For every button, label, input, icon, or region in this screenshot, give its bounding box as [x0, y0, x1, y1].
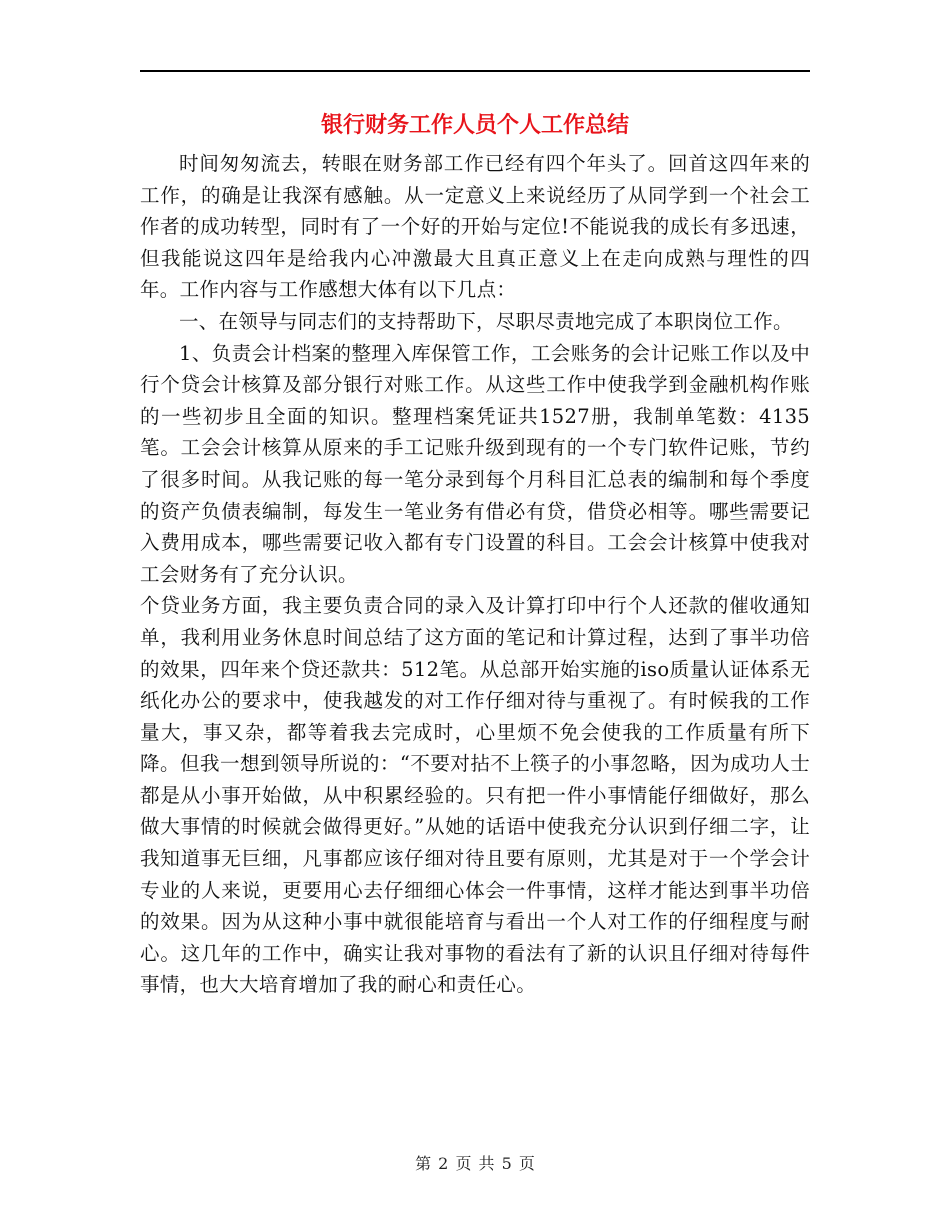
paragraph-loans: 个贷业务方面，我主要负责合同的录入及计算打印中行个人还款的催收通知单，我利用业务休息时间总结了这方面的笔记和计算过程，达到了事半功倍的效果，四年来个贷还款共：512笔。从总部开始实施的iso质量认证体系无纸化办公的要求中，使我越发的对工作仔细对待与重视了。有时候我的工作量大，事又杂，都等着我去完成时，心里烦不免会使我的工作质量有所下降。但我一想到领导所说的：“不要对拈不上筷子的小事忽略，因为成功人士都是从小事开始做，从中积累经验的。只有把一件小事情能仔细做好，那么做大事情的时候就会做得更好。”从她的话语中使我充分认识到仔细二字，让我知道事无巨细，凡事都应该仔细对待且要有原则，尤其是对于一个学会计专业的人来说，更要用心去仔细细心体会一件事情，这样才能达到事半功倍的效果。因为从这种小事中就很能培育与看出一个人对工作的仔细程度与耐心。这几年的工作中，确实让我对事物的看法有了新的认识且仔细对待每件事情，也大大培育增加了我的耐心和责任心。: [140, 594, 810, 997]
paragraph-item-1: 1、负责会计档案的整理入库保管工作，工会账务的会计记账工作以及中行个贷会计核算及部分银行对账工作。从这些工作中使我学到金融机构作账的一些初步且全面的知识。整理档案凭证共1527册，我制单笔数：4135笔。工会会计核算从原来的手工记账升级到现有的一个专门软件记账，节约了很多时间。从我记账的每一笔分录到每个月科目汇总表的编制和每个季度的资产负债表编制，每发生一笔业务有借必有贷，借贷必相等。哪些需要记入费用成本，哪些需要记收入都有专门设置的科目。工会会计核算中使我对工会财务有了充分认识。: [140, 341, 810, 586]
page-number-footer: 第 2 页 共 5 页: [415, 1154, 535, 1173]
header-rule: [140, 70, 810, 72]
paragraph-intro: 时间匆匆流去，转眼在财务部工作已经有四个年头了。回首这四年来的工作，的确是让我深有感触。从一定意义上来说经历了从同学到一个社会工作者的成功转型，同时有了一个好的开始与定位!不能说我的成长有多迅速，但我能说这四年是给我内心冲激最大且真正意义上在走向成熟与理性的四年。工作内容与工作感想大体有以下几点：: [140, 152, 810, 302]
document-title: 银行财务工作人员个人工作总结: [320, 112, 629, 138]
document-body: [140, 148, 810, 1001]
paragraph-section-1: 一、在领导与同志们的支持帮助下，尽职尽责地完成了本职岗位工作。: [179, 309, 793, 333]
